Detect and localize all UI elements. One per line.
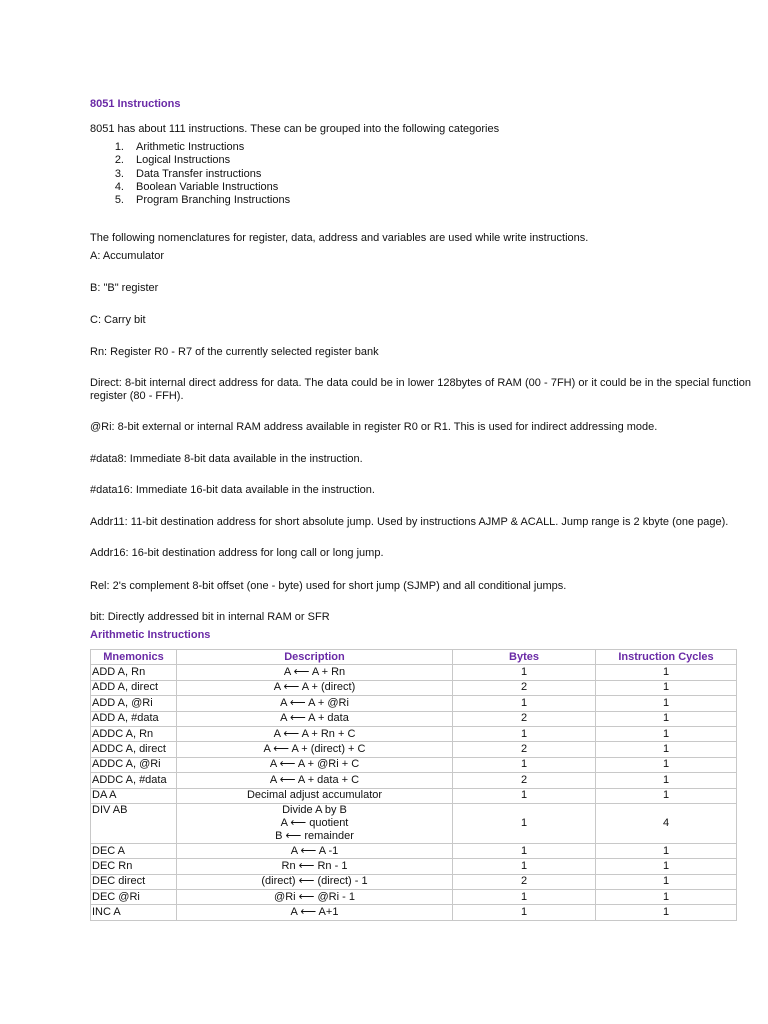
description-line: @Ri ⟵ @Ri - 1 [274,890,355,903]
mnemonic-cell: DEC @Ri [91,890,177,905]
column-header: Description [177,650,453,665]
cycles-cell: 1 [596,905,737,920]
mnemonic-cell: ADDC A, Rn [91,726,177,741]
description-cell [177,726,453,741]
mnemonic-cell: INC A [91,905,177,920]
def-data16: #data16: Immediate 16-bit data available in the instruction. [90,484,375,496]
column-header: Mnemonics [91,650,177,665]
table-row [91,742,737,757]
mnemonic-cell: ADD A, Rn [91,665,177,680]
bytes-cell: 2 [453,711,596,726]
description-line: A ⟵ A + Rn [283,666,346,679]
cycles-cell: 1 [596,757,737,772]
description-cell [177,773,453,788]
def-addr16: Addr16: 16-bit destination address for long call or long jump. [90,547,384,559]
cycles-cell: 1 [596,665,737,680]
mnemonic-cell: ADD A, @Ri [91,696,177,711]
column-header: Bytes [453,650,596,665]
bytes-cell: 1 [453,905,596,920]
cycles-cell: 1 [596,742,737,757]
description-line: (direct) ⟵ (direct) - 1 [261,875,368,888]
description-line: A ⟵ A + (direct) [273,681,356,694]
bytes-cell: 2 [453,742,596,757]
cycles-cell: 1 [596,874,737,889]
cycles-cell: 1 [596,788,737,803]
table-row [91,874,737,889]
description-cell [177,680,453,695]
description-line: Rn ⟵ Rn - 1 [281,859,348,872]
description-line: Decimal adjust accumulator [246,789,383,802]
cycles-cell: 1 [596,711,737,726]
description-line: A ⟵ A + @Ri [280,696,349,709]
table-row [91,680,737,695]
description-line: A ⟵ A + data + C [269,773,360,786]
list-item: 2. Logical Instructions [114,154,231,167]
table-row [91,696,737,711]
mnemonic-cell: ADDC A, #data [91,773,177,788]
cycles-cell: 1 [596,773,737,788]
description-line: A ⟵ A + Rn + C [273,727,356,740]
list-item: 4. Boolean Variable Instructions [114,180,279,193]
list-item: 3. Data Transfer instructions [114,167,262,180]
bytes-cell: 1 [453,665,596,680]
def-direct: Direct: 8-bit internal direct address for data. The data could be in lower 128bytes of RAM (00 - 7FH) or it could be in the special function register (80 - FFH). [90,377,751,402]
table-row [91,905,737,920]
description-line: A ⟵ A + (direct) + C [263,743,366,756]
description-line: A ⟵ A + @Ri + C [269,758,360,771]
cycles-cell: 1 [596,680,737,695]
def-rn: Rn: Register R0 - R7 of the currently selected register bank [90,346,379,358]
description-line: A ⟵ A + data [280,712,349,725]
table-row [91,859,737,874]
arithmetic-instructions-table [90,649,737,921]
bytes-cell: 1 [453,859,596,874]
nomenclature-intro: The following nomenclatures for register, data, address and variables are used while write instructions. [90,232,589,244]
def-ri: @Ri: 8-bit external or internal RAM address available in register R0 or R1. This is used for indirect addressing mode. [90,421,658,433]
description-cell [177,711,453,726]
mnemonic-cell: DIV AB [91,803,177,843]
list-item: 1. Arithmetic Instructions [114,141,245,153]
cycles-cell: 1 [596,859,737,874]
mnemonic-cell: ADD A, #data [91,711,177,726]
description-line: A ⟵ A -1 [290,844,339,857]
mnemonic-cell: DEC direct [91,874,177,889]
def-accumulator: A: Accumulator [90,250,164,262]
mnemonic-cell: DEC Rn [91,859,177,874]
category-list [90,141,290,207]
mnemonic-cell: ADDC A, @Ri [91,757,177,772]
description-line: Divide A by B [282,803,347,816]
mnemonic-cell: DA A [91,788,177,803]
bytes-cell: 1 [453,726,596,741]
mnemonic-cell: DEC A [91,843,177,858]
description-cell [177,696,453,711]
description-line: B ⟵ remainder [275,829,354,842]
cycles-cell: 1 [596,843,737,858]
description-cell [177,665,453,680]
table-row [91,711,737,726]
description-cell [177,859,453,874]
def-data8: #data8: Immediate 8-bit data available in the instruction. [90,453,363,465]
def-carry: C: Carry bit [90,314,146,326]
description-cell [177,803,453,843]
description-cell [177,757,453,772]
bytes-cell: 1 [453,696,596,711]
table-row [91,773,737,788]
table-row [91,890,737,905]
description-line: A ⟵ A+1 [290,906,339,919]
def-addr11: Addr11: 11-bit destination address for short absolute jump. Used by instructions AJMP & ACALL. Jump range is 2 kbyte (one page). [90,516,729,528]
cycles-cell: 4 [596,803,737,843]
table-row [91,843,737,858]
mnemonic-cell: ADDC A, direct [91,742,177,757]
table-row [91,788,737,803]
description-cell [177,890,453,905]
description-cell [177,905,453,920]
table-row [91,665,737,680]
def-b-register: B: "B" register [90,282,159,294]
description-cell [177,742,453,757]
bytes-cell: 1 [453,803,596,843]
table-header-row [91,650,737,665]
table-row [91,726,737,741]
bytes-cell: 1 [453,788,596,803]
mnemonic-cell: ADD A, direct [91,680,177,695]
cycles-cell: 1 [596,726,737,741]
intro-paragraph: 8051 has about 111 instructions. These can be grouped into the following categories [90,123,500,135]
bytes-cell: 2 [453,680,596,695]
list-item: 5. Program Branching Instructions [114,194,291,207]
description-cell [177,788,453,803]
bytes-cell: 2 [453,874,596,889]
description-cell [177,874,453,889]
bytes-cell: 2 [453,773,596,788]
def-bit: bit: Directly addressed bit in internal RAM or SFR [90,611,330,623]
cycles-cell: 1 [596,696,737,711]
column-header: Instruction Cycles [596,650,737,665]
description-line: A ⟵ quotient [280,816,349,829]
def-rel: Rel: 2's complement 8-bit offset (one - byte) used for short jump (SJMP) and all conditional jumps. [90,580,567,592]
cycles-cell: 1 [596,890,737,905]
bytes-cell: 1 [453,757,596,772]
page-title: 8051 Instructions [90,98,181,110]
description-cell [177,843,453,858]
section-heading: Arithmetic Instructions [90,629,211,641]
table-row [91,803,737,843]
bytes-cell: 1 [453,843,596,858]
table-row [91,757,737,772]
bytes-cell: 1 [453,890,596,905]
